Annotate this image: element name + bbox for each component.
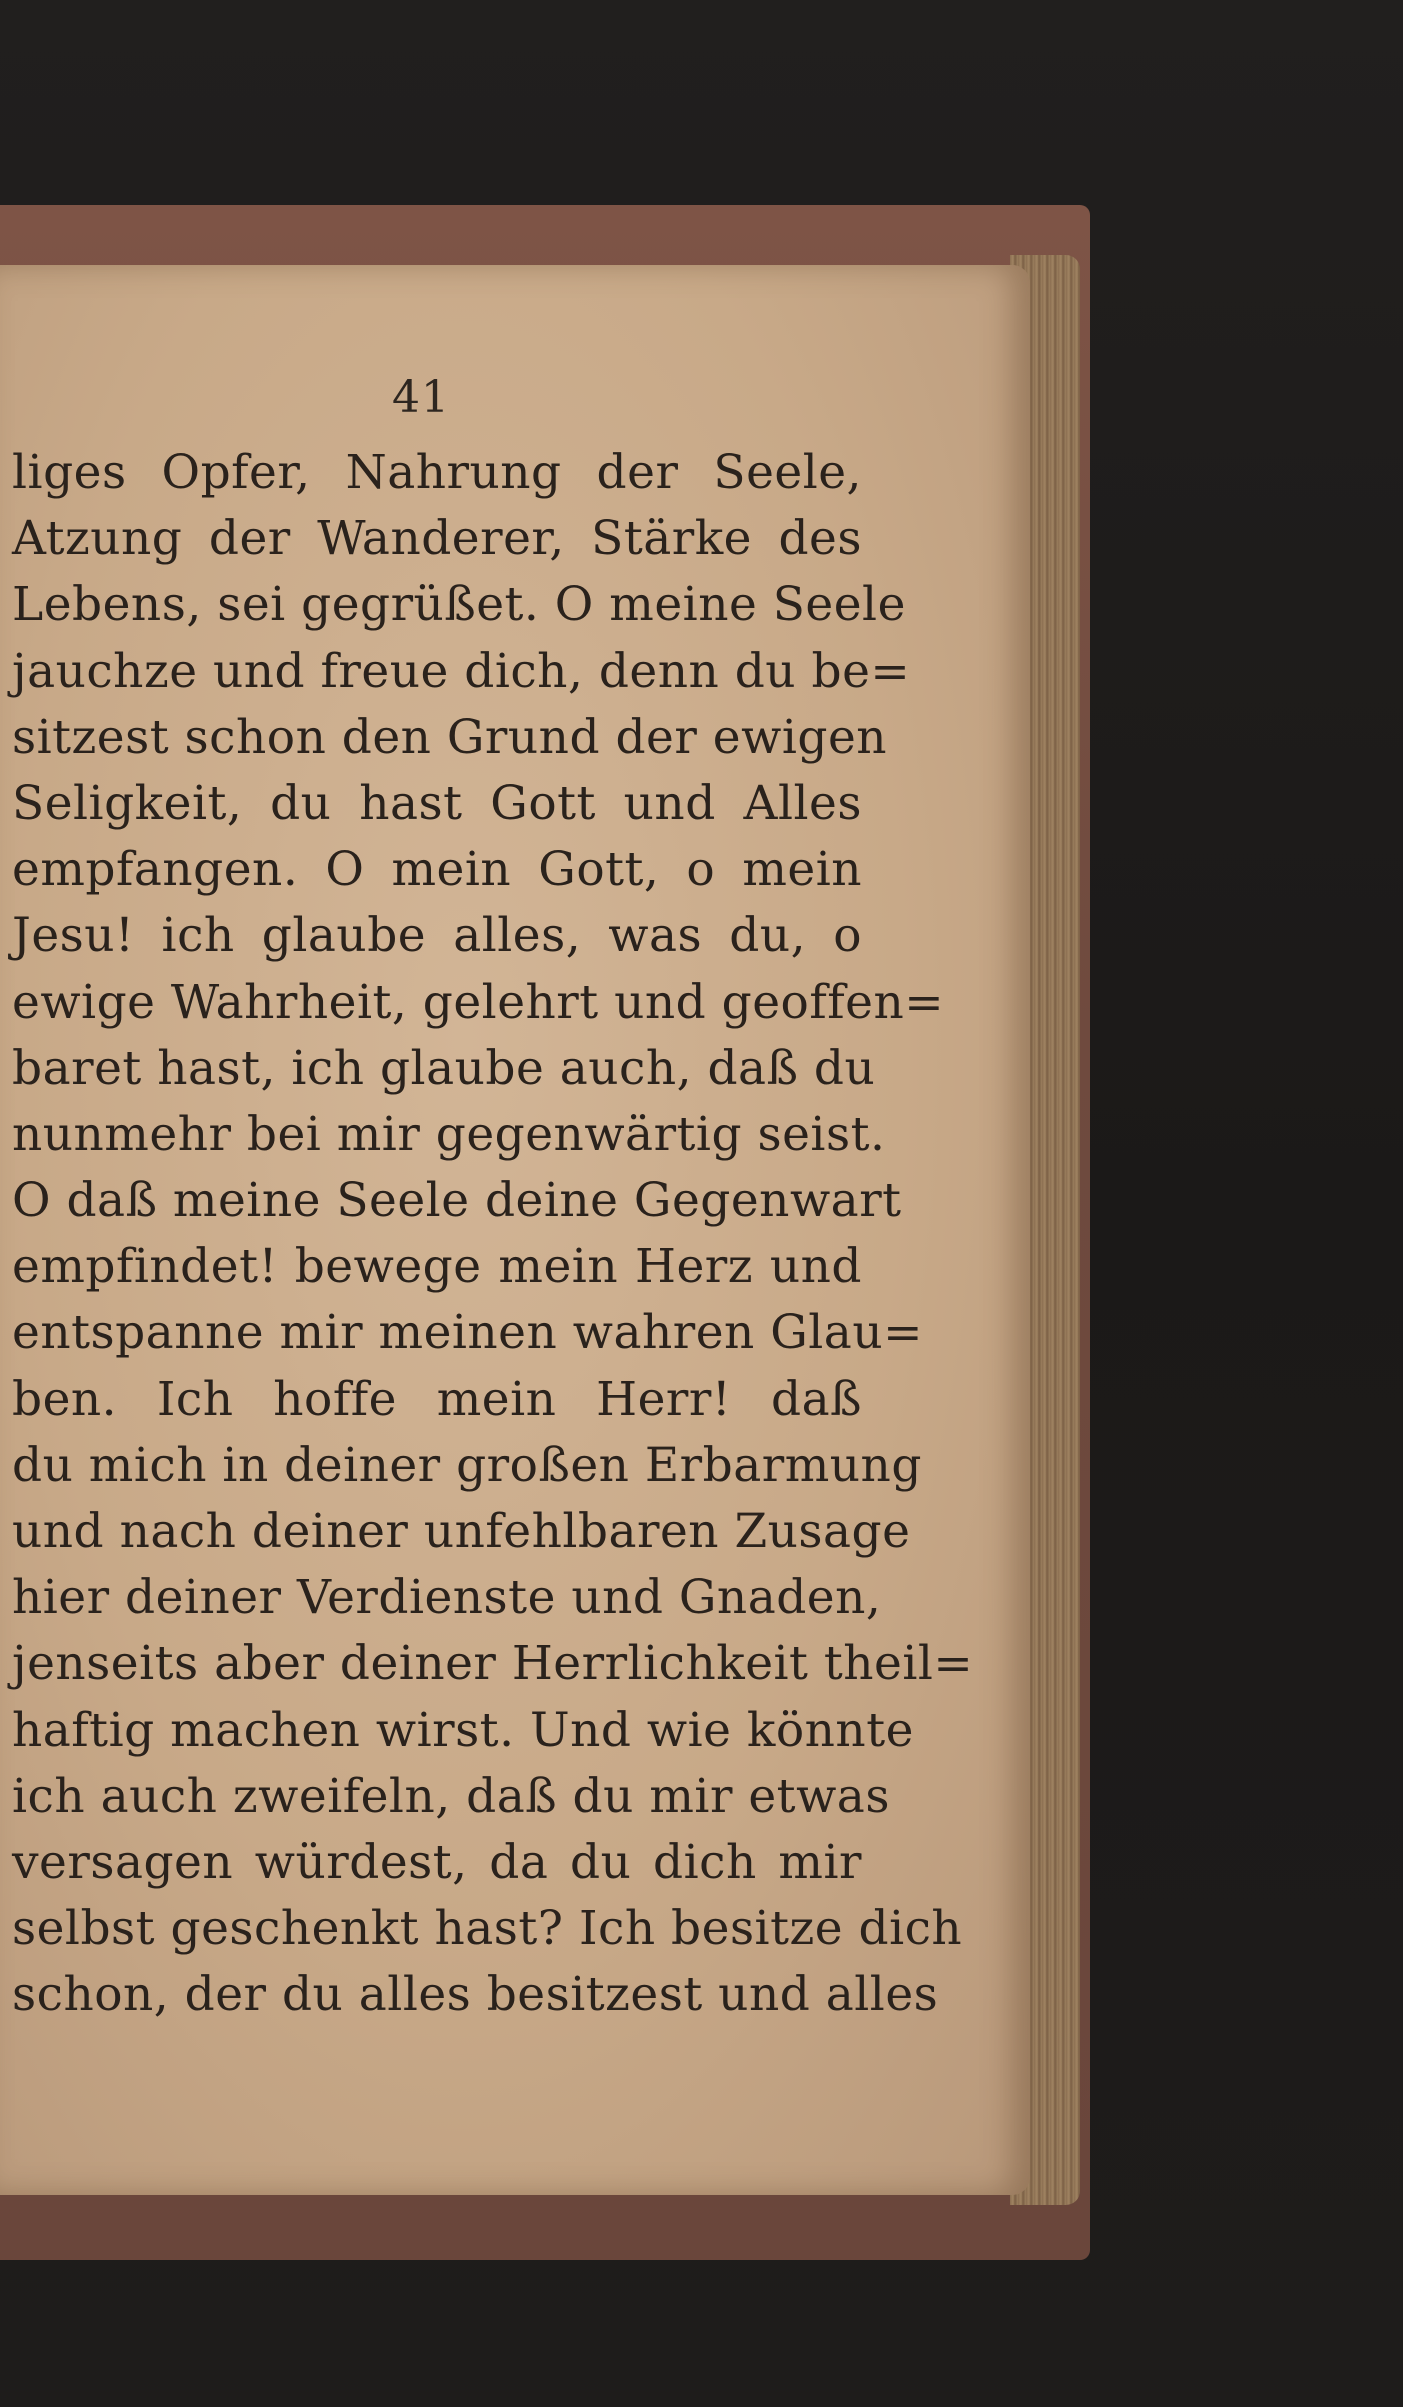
text-line: versagen würdest, da du dich mir — [12, 1834, 862, 1890]
text-line: liges Opfer, Nahrung der Seele, — [12, 445, 862, 500]
text-line: ewige Wahrheit, gelehrt und geoffen= — [12, 974, 945, 1030]
text-line: Jesu! ich glaube alles, was du, o — [12, 908, 862, 964]
text-line: jenseits aber deiner Herrlichkeit theil= — [12, 1636, 974, 1692]
text-line: O daß meine Seele deine Gegenwart — [12, 1173, 902, 1229]
text-line: empfindet! bewege mein Herz und — [12, 1239, 862, 1295]
text-line: schon, der du alles besitzest und alles — [12, 1967, 939, 2023]
text-line: haftig machen wirst. Und wie könnte — [12, 1702, 914, 1758]
text-line: empfangen. O mein Gott, o mein — [12, 842, 862, 898]
text-line: ben. Ich hoffe mein Herr! daß — [12, 1371, 862, 1427]
text-line: sitzest schon den Grund der ewigen — [12, 709, 888, 765]
text-line: selbst geschenkt hast? Ich besitze dich — [12, 1901, 963, 1957]
page-text — [12, 440, 974, 2029]
text-line: Lebens, sei gegrüßet. O meine Seele — [12, 577, 906, 633]
text-line: hier deiner Verdienste und Gnaden, — [12, 1570, 882, 1626]
text-line: und nach deiner unfehlbaren Zusage — [12, 1504, 911, 1559]
text-line: entspanne mir meinen wahren Glau= — [12, 1305, 923, 1361]
text-line: Seligkeit, du hast Gott und Alles — [12, 775, 862, 831]
text-line: du mich in deiner großen Erbarmung — [12, 1437, 922, 1493]
text-line: Atzung der Wanderer, Stärke des — [12, 511, 862, 567]
text-line: jauchze und freue dich, denn du be= — [12, 643, 911, 699]
page-number: 41 — [392, 372, 450, 423]
text-line: baret hast, ich glaube auch, daß du — [12, 1040, 876, 1096]
text-line: ich auch zweifeln, daß du mir etwas — [12, 1768, 890, 1824]
text-line: nunmehr bei mir gegenwärtig seist. — [12, 1106, 886, 1162]
